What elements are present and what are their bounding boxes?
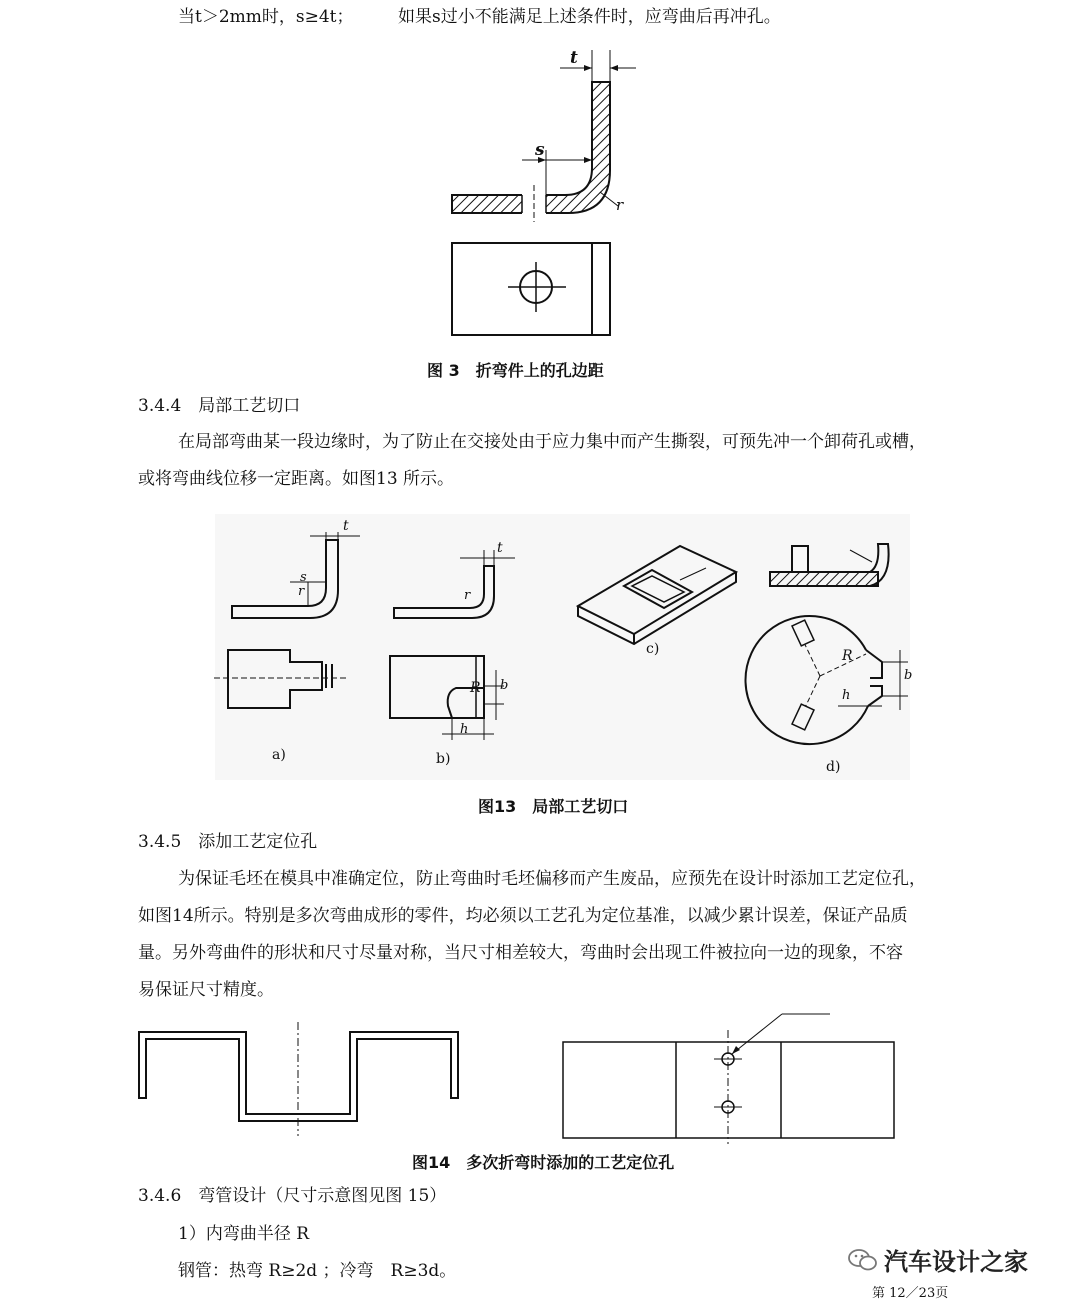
fig13-label-s: s xyxy=(300,570,307,585)
wechat-icon xyxy=(848,1248,878,1272)
fig13-sublabel-d: d) xyxy=(826,759,841,775)
text-condition-note: 如果s过小不能满足上述条件时，应弯曲后再冲孔。 xyxy=(398,7,781,27)
fig13-sublabel-a: a) xyxy=(272,747,286,763)
fig3-label-r: r xyxy=(616,196,624,214)
text-steel-pipe-radius: 钢管：热弯 R≥2d ；冷弯 R≥3d。 xyxy=(178,1261,457,1281)
paragraph-3-4-4-line1: 在局部弯曲某一段边缘时，为了防止在交接处由于应力集中而产生撕裂，可预先冲一个卸荷孔或槽， xyxy=(178,432,926,452)
paragraph-3-4-4-line2: 或将弯曲线位移一定距离。如图13 所示。 xyxy=(138,469,455,489)
list-item-inner-radius: 1）内弯曲半径 R xyxy=(178,1224,310,1244)
fig13-label-r-b: r xyxy=(464,588,471,603)
fig13-caption: 图13 局部工艺切口 xyxy=(478,797,629,816)
fig13-label-t-a: t xyxy=(343,518,349,534)
fig3-caption: 图 3 折弯件上的孔边距 xyxy=(427,361,604,380)
fig13-sublabel-c: c) xyxy=(646,641,660,657)
paragraph-3-4-5-line1: 为保证毛坯在模具中准确定位，防止弯曲时毛坯偏移而产生废品，应预先在设计时添加工艺定位孔， xyxy=(178,869,926,889)
fig13-label-r-a: r xyxy=(298,584,305,599)
figure-3-drawing xyxy=(0,0,1080,360)
heading-3-4-5: 3.4.5 添加工艺定位孔 xyxy=(138,832,318,852)
fig13-label-h-d: h xyxy=(842,688,851,703)
fig3-label-s: s xyxy=(535,140,545,160)
figure-14-drawing xyxy=(0,1010,1080,1150)
fig3-label-t: t xyxy=(570,48,578,68)
heading-3-4-4: 3.4.4 局部工艺切口 xyxy=(138,396,301,416)
fig13-label-t-b: t xyxy=(497,540,503,556)
paragraph-3-4-5-line3: 量。另外弯曲件的形状和尺寸尽量对称，当尺寸相差较大，弯曲时会出现工件被拉向一边的现象，不容 xyxy=(138,943,903,963)
text-condition: 当t＞2mm时，s≥4t； xyxy=(178,7,354,27)
paragraph-3-4-5-line2: 如图14所示。特别是多次弯曲成形的零件，均必须以工艺孔为定位基准，以减少累计误差，保证产品质 xyxy=(138,906,908,926)
figure-13-drawing xyxy=(0,510,1080,810)
watermark-text: 汽车设计之家 xyxy=(884,1248,1028,1276)
fig13-label-R-d: R xyxy=(842,648,853,664)
fig13-label-h-b: h xyxy=(460,722,469,737)
fig13-label-b-b: b xyxy=(500,678,509,693)
watermark xyxy=(848,1242,1028,1277)
paragraph-3-4-5-line4: 易保证尺寸精度。 xyxy=(138,980,274,1000)
heading-3-4-6: 3.4.6 弯管设计（尺寸示意图见图 15） xyxy=(138,1186,447,1206)
fig13-label-R-b: R xyxy=(470,680,481,696)
page-number: 第 12／23页 xyxy=(872,1286,949,1301)
fig13-label-b-d: b xyxy=(904,668,913,683)
fig14-caption: 图14 多次折弯时添加的工艺定位孔 xyxy=(412,1153,675,1172)
fig13-sublabel-b: b) xyxy=(436,751,451,767)
